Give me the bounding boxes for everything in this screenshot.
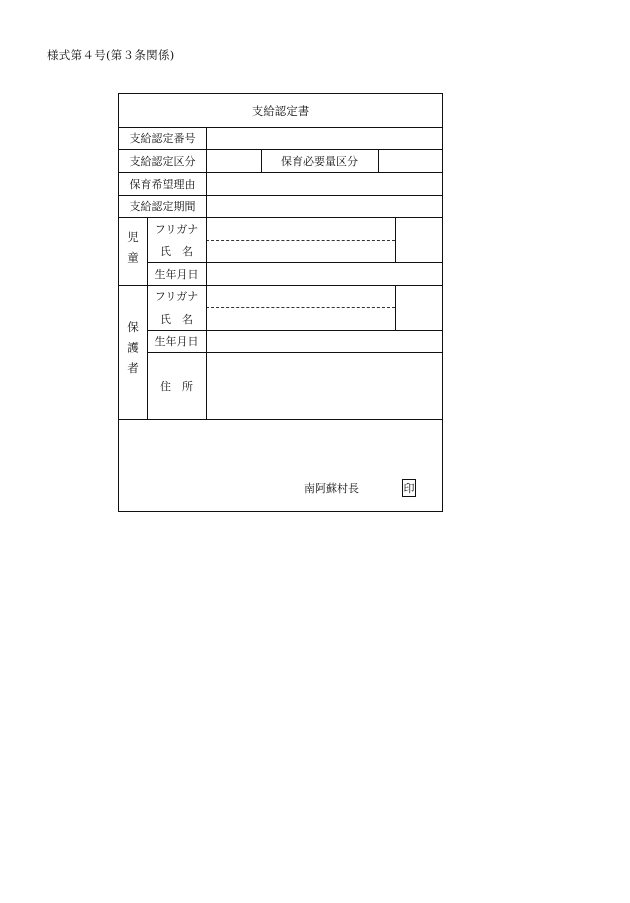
care-need-category-field[interactable] bbox=[379, 150, 442, 172]
certificate-table bbox=[118, 93, 443, 512]
guardian-name-field[interactable] bbox=[207, 308, 395, 330]
child-birthdate-field[interactable] bbox=[207, 263, 442, 285]
care-need-category-label: 保育必要量区分 bbox=[281, 154, 358, 168]
cert-number-field[interactable] bbox=[207, 128, 442, 149]
form-number: 様式第４号(第３条関係) bbox=[47, 48, 175, 62]
guardian-name-label: 氏 名 bbox=[160, 312, 193, 326]
care-reason-label: 保育希望理由 bbox=[129, 177, 196, 191]
issuer-name: 南阿蘇村長 bbox=[304, 482, 359, 495]
guardian-address-label: 住 所 bbox=[160, 379, 193, 393]
cert-category-label: 支給認定区分 bbox=[129, 154, 196, 168]
certificate-title: 支給認定書 bbox=[251, 103, 310, 118]
child-name-field[interactable] bbox=[207, 241, 395, 262]
child-furigana-field[interactable] bbox=[207, 218, 395, 240]
child-heading: 児童 bbox=[126, 230, 140, 272]
guardian-birthdate-field[interactable] bbox=[207, 331, 442, 352]
rule bbox=[395, 285, 396, 330]
seal-stamp: 印 bbox=[402, 479, 416, 497]
care-reason-field[interactable] bbox=[207, 173, 442, 195]
cert-number-label: 支給認定番号 bbox=[129, 132, 196, 145]
guardian-furigana-field[interactable] bbox=[207, 286, 395, 307]
cert-period-field[interactable] bbox=[207, 196, 442, 217]
guardian-address-field[interactable] bbox=[207, 353, 442, 419]
child-furigana-label: フリガナ bbox=[154, 222, 199, 236]
child-name-label: 氏 名 bbox=[160, 245, 193, 258]
child-birthdate-label: 生年月日 bbox=[154, 267, 199, 281]
guardian-heading: 保護者 bbox=[126, 321, 140, 383]
guardian-furigana-label: フリガナ bbox=[154, 290, 199, 303]
rule bbox=[119, 419, 442, 420]
cert-category-field[interactable] bbox=[207, 150, 261, 172]
rule bbox=[395, 217, 396, 262]
cert-period-label: 支給認定期間 bbox=[129, 200, 196, 213]
guardian-birthdate-label: 生年月日 bbox=[154, 335, 199, 348]
